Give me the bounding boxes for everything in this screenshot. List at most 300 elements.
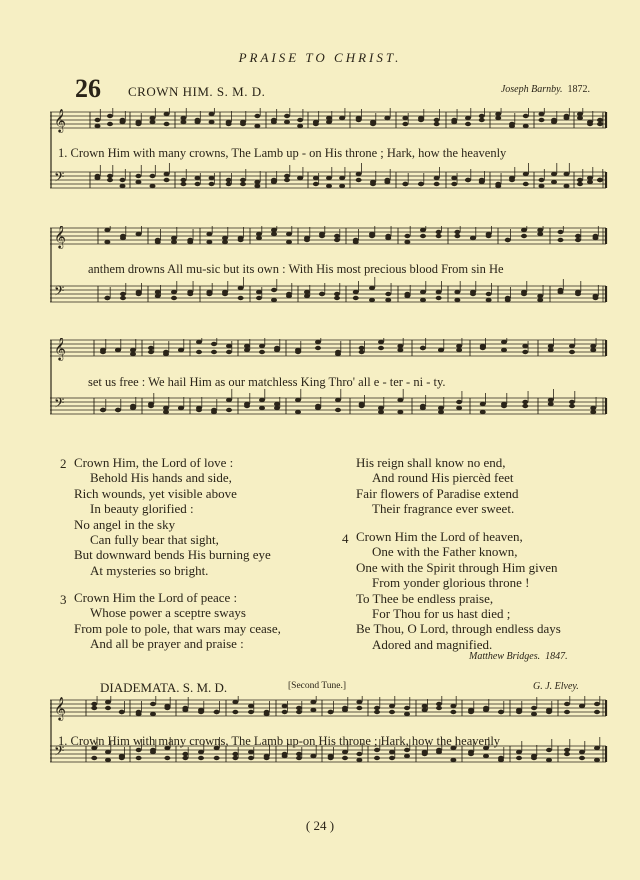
note-head: [315, 340, 321, 344]
note-head: [119, 754, 125, 758]
note-head: [244, 344, 250, 348]
note-head: [155, 240, 161, 244]
note-head: [150, 750, 156, 754]
note-head: [195, 176, 201, 180]
bass-clef-icon: 𝄢: [54, 397, 65, 414]
note-head: [384, 180, 390, 184]
note-head: [479, 118, 485, 122]
note-head: [335, 398, 341, 402]
note-head: [248, 704, 254, 708]
note-head: [378, 340, 384, 344]
note-head: [369, 286, 375, 290]
note-head: [339, 184, 345, 188]
note-head: [222, 292, 228, 296]
note-head: [136, 712, 142, 716]
note-head: [232, 756, 238, 760]
note-head: [240, 182, 246, 186]
note-head: [164, 122, 170, 126]
note-head: [171, 296, 177, 300]
note-head: [244, 348, 250, 352]
note-head: [119, 710, 125, 714]
note-head: [136, 756, 142, 760]
note-head: [420, 406, 426, 410]
note-head: [569, 350, 575, 354]
verse-line: Crown Him, the Lord of love :: [74, 455, 234, 470]
note-head: [516, 708, 522, 712]
note-head: [95, 124, 101, 128]
note-head: [454, 230, 460, 234]
note-head: [434, 182, 440, 186]
note-head: [282, 704, 288, 708]
note-head: [271, 288, 277, 292]
note-head: [209, 182, 215, 186]
note-head: [404, 240, 410, 244]
note-head: [564, 172, 570, 176]
note-head: [264, 712, 270, 716]
note-head: [244, 404, 250, 408]
note-head: [575, 292, 581, 296]
verse-line: And round His piercèd feet: [372, 470, 514, 486]
note-head: [271, 232, 277, 236]
note-head: [105, 706, 111, 710]
note-head: [107, 114, 113, 118]
note-head: [91, 702, 97, 706]
note-head: [356, 706, 362, 710]
note-head: [404, 234, 410, 238]
note-head: [334, 238, 340, 242]
note-head: [537, 298, 543, 302]
note-head: [465, 178, 471, 182]
treble-clef-icon: 𝄞: [54, 110, 66, 132]
note-head: [590, 406, 596, 410]
note-head: [148, 346, 154, 350]
note-head: [339, 176, 345, 180]
note-head: [422, 708, 428, 712]
verse-line: For Thou for us hast died ;: [372, 606, 511, 622]
note-head: [105, 750, 111, 754]
note-head: [180, 182, 186, 186]
note-head: [353, 290, 359, 294]
note-head: [296, 706, 302, 710]
note-head: [359, 402, 365, 406]
note-head: [548, 398, 554, 402]
tune2-subtitle: [Second Tune.]: [288, 681, 347, 691]
note-head: [296, 756, 302, 760]
note-head: [310, 708, 316, 712]
note-head: [537, 228, 543, 232]
verse-line: Their fragrance ever sweet.: [372, 501, 515, 517]
note-head: [564, 184, 570, 188]
note-head: [328, 710, 334, 714]
note-head: [198, 708, 204, 712]
verse-3: [74, 590, 281, 652]
tune2-title: DIADEMATA. S. M. D.: [100, 680, 228, 695]
note-head: [107, 178, 113, 182]
note-head: [136, 290, 142, 294]
note-head: [328, 754, 334, 758]
note-head: [319, 234, 325, 238]
note-head: [334, 296, 340, 300]
note-head: [209, 112, 215, 116]
note-head: [296, 752, 302, 756]
note-head: [334, 234, 340, 238]
note-head: [404, 712, 410, 716]
note-head: [135, 120, 141, 124]
note-head: [495, 184, 501, 188]
note-head: [120, 184, 126, 188]
note-head: [150, 174, 156, 178]
verse-line: In beauty glorified :: [90, 501, 194, 517]
note-head: [297, 176, 303, 180]
note-head: [104, 296, 110, 300]
note-head: [522, 344, 528, 348]
tune2-composer: G. J. Elvey.: [533, 681, 579, 692]
note-head: [136, 232, 142, 236]
note-head: [597, 118, 603, 122]
note-head: [271, 120, 277, 124]
note-head: [195, 182, 201, 186]
note-head: [434, 176, 440, 180]
note-head: [486, 292, 492, 296]
note-head: [569, 400, 575, 404]
note-head: [483, 754, 489, 758]
note-head: [594, 702, 600, 706]
note-head: [505, 298, 511, 302]
note-head: [404, 292, 410, 296]
note-head: [420, 234, 426, 238]
note-head: [418, 116, 424, 120]
note-head: [238, 286, 244, 290]
note-head: [211, 410, 217, 414]
note-head: [516, 750, 522, 754]
note-head: [468, 708, 474, 712]
note-head: [523, 172, 529, 176]
note-head: [420, 290, 426, 294]
note-head: [587, 180, 593, 184]
verse-4-number: 4: [342, 531, 349, 546]
note-head: [120, 118, 126, 122]
note-head: [509, 124, 515, 128]
verse-line: Adored and magnified.: [372, 636, 493, 652]
note-head: [397, 348, 403, 352]
hymn-title: CROWN HIM. S. M. D.: [128, 84, 266, 99]
note-head: [226, 398, 232, 402]
note-head: [304, 294, 310, 298]
note-head: [564, 752, 570, 756]
treble-clef-icon: 𝄞: [54, 698, 66, 720]
note-head: [107, 122, 113, 126]
note-head: [284, 178, 290, 182]
verse-line: Fair flowers of Paradise extend: [356, 485, 519, 501]
note-head: [539, 178, 545, 182]
note-head: [501, 404, 507, 408]
note-head: [551, 172, 557, 176]
note-head: [271, 228, 277, 232]
note-head: [385, 292, 391, 296]
note-head: [274, 346, 280, 350]
note-head: [378, 406, 384, 410]
note-head: [434, 122, 440, 126]
note-head: [319, 292, 325, 296]
note-head: [579, 704, 585, 708]
note-head: [120, 292, 126, 296]
note-head: [248, 750, 254, 754]
note-head: [359, 350, 365, 354]
note-head: [501, 340, 507, 344]
note-head: [326, 120, 332, 124]
note-head: [115, 348, 121, 352]
note-head: [456, 400, 462, 404]
verse-line: Rich wounds, yet visible above: [74, 485, 237, 501]
note-head: [130, 404, 136, 408]
note-head: [523, 114, 529, 118]
note-head: [135, 180, 141, 184]
note-head: [551, 180, 557, 184]
note-head: [537, 294, 543, 298]
note-head: [522, 350, 528, 354]
note-head: [180, 116, 186, 120]
note-head: [558, 290, 564, 294]
note-head: [465, 122, 471, 126]
note-head: [378, 346, 384, 350]
note-head: [420, 228, 426, 232]
note-head: [304, 238, 310, 242]
note-head: [356, 116, 362, 120]
note-head: [397, 344, 403, 348]
note-head: [206, 232, 212, 236]
verse-line: At mysteries so bright.: [90, 562, 209, 578]
verse-line: Behold His hands and side,: [90, 470, 232, 486]
lyric-line-1: 1. Crown Him with many crowns, The Lamb up - on His throne ; Hark, how the heavenly: [58, 146, 507, 160]
note-head: [422, 750, 428, 754]
note-head: [450, 710, 456, 714]
verse-line: Be Thou, O Lord, through endless days: [356, 621, 561, 637]
note-head: [259, 350, 265, 354]
note-head: [480, 402, 486, 406]
note-head: [531, 756, 537, 760]
note-head: [313, 122, 319, 126]
note-head: [374, 710, 380, 714]
note-head: [187, 240, 193, 244]
note-head: [564, 116, 570, 120]
note-head: [259, 398, 265, 402]
verse-line: No angel in the sky: [74, 516, 176, 532]
note-head: [356, 172, 362, 176]
note-head: [284, 174, 290, 178]
verse-2-number: 2: [60, 456, 67, 471]
note-head: [590, 348, 596, 352]
note-head: [178, 406, 184, 410]
note-head: [150, 184, 156, 188]
note-head: [438, 348, 444, 352]
note-head: [226, 350, 232, 354]
bass-clef-icon: 𝄢: [54, 285, 65, 302]
note-head: [522, 400, 528, 404]
note-head: [537, 232, 543, 236]
note-head: [389, 704, 395, 708]
verse-line: Crown Him the Lord of peace :: [74, 590, 238, 605]
note-head: [150, 120, 156, 124]
note-head: [240, 178, 246, 182]
note-head: [356, 178, 362, 182]
note-head: [120, 178, 126, 182]
note-head: [486, 298, 492, 302]
note-head: [509, 178, 515, 182]
composer-year: 1872.: [567, 84, 590, 95]
note-head: [505, 238, 511, 242]
note-head: [182, 708, 188, 712]
note-head: [356, 752, 362, 756]
note-head: [587, 122, 593, 126]
note-head: [521, 234, 527, 238]
note-head: [564, 748, 570, 752]
note-head: [334, 292, 340, 296]
note-head: [254, 184, 260, 188]
note-head: [374, 756, 380, 760]
note-head: [256, 232, 262, 236]
note-head: [546, 758, 552, 762]
note-head: [195, 118, 201, 122]
note-head: [342, 708, 348, 712]
note-head: [232, 752, 238, 756]
note-head: [206, 290, 212, 294]
note-head: [256, 236, 262, 240]
note-head: [196, 340, 202, 344]
page-number: ( 24 ): [305, 818, 335, 833]
note-head: [171, 240, 177, 244]
note-head: [209, 120, 215, 124]
note-head: [182, 756, 188, 760]
note-head: [104, 240, 110, 244]
note-head: [498, 710, 504, 714]
lyric-line-4: 1. Crown Him with many crowns, The Lamb up-on His throne ; Hark, how the heavenly: [58, 734, 501, 748]
note-head: [548, 402, 554, 406]
note-head: [539, 184, 545, 188]
note-head: [577, 116, 583, 120]
verse-line: Can fully bear that sight,: [90, 532, 219, 548]
note-head: [271, 298, 277, 302]
note-head: [164, 172, 170, 176]
note-head: [587, 176, 593, 180]
note-head: [356, 758, 362, 762]
note-head: [590, 410, 596, 414]
verse-line: But downward bends His burning eye: [74, 547, 271, 563]
note-head: [164, 756, 170, 760]
treble-clef-icon: 𝄞: [54, 338, 66, 360]
note-head: [226, 178, 232, 182]
note-head: [335, 408, 341, 412]
note-head: [254, 114, 260, 118]
note-head: [385, 236, 391, 240]
note-head: [259, 406, 265, 410]
note-head: [187, 292, 193, 296]
note-head: [359, 346, 365, 350]
note-head: [420, 298, 426, 302]
note-head: [590, 344, 596, 348]
bass-clef-icon: 𝄢: [54, 745, 65, 762]
note-head: [480, 410, 486, 414]
note-head: [163, 406, 169, 410]
verse-3-number: 3: [60, 592, 67, 607]
verse-2: [74, 455, 271, 578]
note-head: [271, 178, 277, 182]
note-head: [248, 756, 254, 760]
note-head: [178, 348, 184, 352]
verse-line: One with the Spirit through Him given: [356, 559, 558, 575]
note-head: [155, 294, 161, 298]
note-head: [402, 122, 408, 126]
note-head: [295, 410, 301, 414]
note-head: [164, 704, 170, 708]
note-head: [315, 346, 321, 350]
note-head: [539, 112, 545, 116]
note-head: [594, 746, 600, 750]
note-head: [256, 290, 262, 294]
note-head: [198, 756, 204, 760]
note-head: [182, 752, 188, 756]
bass-clef-icon: 𝄢: [54, 171, 65, 188]
verse-3-continued: [356, 455, 518, 517]
note-head: [456, 344, 462, 348]
note-head: [436, 750, 442, 754]
note-head: [470, 236, 476, 240]
note-head: [397, 398, 403, 402]
note-head: [155, 290, 161, 294]
note-head: [369, 298, 375, 302]
note-head: [232, 710, 238, 714]
note-head: [480, 344, 486, 348]
note-head: [295, 348, 301, 352]
verse-line: To Thee be endless praise,: [356, 590, 494, 606]
note-head: [522, 404, 528, 408]
note-head: [465, 116, 471, 120]
note-head: [353, 240, 359, 244]
note-head: [274, 402, 280, 406]
note-head: [286, 294, 292, 298]
note-head: [451, 182, 457, 186]
note-head: [254, 124, 260, 128]
note-head: [91, 706, 97, 710]
note-head: [539, 118, 545, 122]
note-head: [135, 174, 141, 178]
note-head: [226, 122, 232, 126]
note-head: [495, 116, 501, 120]
note-head: [226, 344, 232, 348]
note-head: [479, 178, 485, 182]
note-head: [130, 348, 136, 352]
note-head: [163, 352, 169, 356]
note-head: [564, 702, 570, 706]
note-head: [593, 236, 599, 240]
note-head: [104, 228, 110, 232]
note-head: [450, 758, 456, 762]
note-head: [284, 114, 290, 118]
note-head: [594, 758, 600, 762]
note-head: [214, 710, 220, 714]
note-head: [342, 756, 348, 760]
author-year: 1847.: [545, 651, 568, 662]
note-head: [531, 706, 537, 710]
note-head: [579, 750, 585, 754]
note-head: [254, 180, 260, 184]
note-head: [551, 118, 557, 122]
note-head: [310, 700, 316, 704]
note-head: [296, 710, 302, 714]
note-head: [150, 702, 156, 706]
note-head: [436, 296, 442, 300]
note-head: [548, 348, 554, 352]
note-head: [150, 116, 156, 120]
